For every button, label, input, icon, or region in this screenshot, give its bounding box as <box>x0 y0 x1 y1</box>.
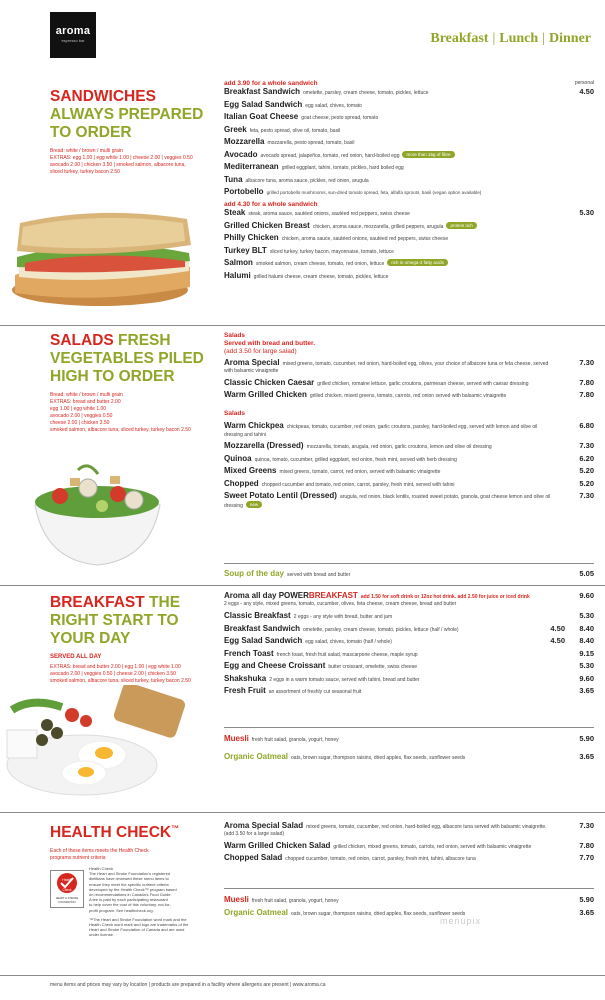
watermark: menupix <box>440 916 482 926</box>
menu-item: Greek feta, pesto spread, olive oil, tomato, basil <box>224 124 341 134</box>
section-divider <box>0 325 605 326</box>
menu-item: Breakfast Sandwich omelette, parsley, cream cheese, tomato, pickles, lettuce (half / whole) 4.50 8.40 <box>224 623 594 633</box>
price: 6.80 <box>579 421 594 431</box>
sandwiches-title: SANDWICHES ALWAYS PREPARED TO ORDER <box>50 88 204 141</box>
menu-item: Portobello grilled portobello mushrooms, sun-dried tomato spread, feta, alfalfa sprouts, basil (vegan option available) <box>224 187 482 196</box>
health-title: HEALTH CHECK™ <box>50 824 180 841</box>
menu-item: Warm Grilled Chicken grilled chicken, mixed greens, tomato, carrots, red onion served with balsamic vinaigrette 7.80 <box>224 390 594 400</box>
price: 7.80 <box>579 377 594 387</box>
menu-item: Warm Chickpea chickpeas, tomato, cucumber, red onion, garlic croutons, parsley, hard-boiled egg, served with lemon and olive oil dressing and tahini 6.80 <box>224 421 594 438</box>
menu-item: Classic Breakfast 2 eggs - any style with bread, butter and jam 5.30 <box>224 611 594 621</box>
logo-text-foundation: HEART & STROKE <box>55 897 79 900</box>
menu-item: Mediterranean grilled eggplant, tahini, tomato, pickles, hard boiled egg <box>224 162 404 171</box>
power-breakfast: Aroma all day POWERBREAKFAST add 1.50 for soft drink or 12oz hot drink. add 2.50 for juice or iced drink 2 eggs - any style, mixed greens, tomato, cucumber, olives, feta cheese, cream cheese, bread and butter 9.60 <box>224 591 594 608</box>
health-extras-divider <box>224 888 594 889</box>
menu-item: Mozzarella (Dressed) mozzarella, tomato, arugula, red onion, garlic croutons, lemon and olive oil dressing 7.30 <box>224 441 594 451</box>
menu-item: Mixed Greens mixed greens, tomato, carrot, red onion, served with balsamic vinaigrette 5.20 <box>224 466 594 476</box>
menu-item: Aroma Special mixed greens, tomato, cucumber, red onion, hard-boiled egg, olives, your choice of albacore tuna or feta cheese, served with balsamic vinaigrette 7.30 <box>224 358 594 375</box>
logo-text-foundation2: FOUNDATION <box>58 901 76 904</box>
price: 7.30 <box>579 441 594 451</box>
menu-item: Chopped chopped cucumber and tomato, red onion, carrot, parsley, fresh mint, served with tahini 5.20 <box>224 478 594 488</box>
price: 7.70 <box>579 853 594 863</box>
breakfast-menu <box>224 592 594 700</box>
price: 5.20 <box>579 478 594 488</box>
menu-item: Breakfast Sandwich omelette, parsley, cream cheese, tomato, pickles, lettuce 4.50 <box>224 87 594 96</box>
half-price: 4.50 <box>550 636 565 646</box>
logo-text-health: Health <box>62 878 72 882</box>
half-price: 4.50 <box>550 623 565 633</box>
menu-item: Aroma Special Salad mixed greens, tomato, cucumber, red onion, hard-boiled egg, albacore tuna served with balsamic vinaigrette. (add 3.50 for a large salad) 7.30 <box>224 821 594 838</box>
health-notes: Each of these items meets the Health Check programs nutrient criteria <box>50 848 149 861</box>
menu-item: Steak steak, aroma sauce, sautéed onions, sautéed red peppers, swiss cheese 5.30 <box>224 208 594 218</box>
menu-item: Salmon smoked salmon, cream cheese, tomato, red onion, lettuce rich in omega-3 fatty acids <box>224 259 594 268</box>
soup-divider <box>224 563 594 564</box>
health-check-menu <box>224 822 594 867</box>
price: 9.15 <box>579 648 594 658</box>
menu-item: Turkey BLT sliced turkey, turkey bacon, mayonnaise, tomato, lettuce <box>224 245 394 255</box>
menu-item: Fresh Fruit an assortment of freshly cut seasonal fruit 3.65 <box>224 686 594 696</box>
health-heading-block <box>50 820 215 862</box>
sandwich-group1-note: add 3.90 for a whole sandwich <box>224 80 318 87</box>
price: 5.90 <box>579 734 594 743</box>
breakfast-extras <box>224 735 594 766</box>
menu-item: Egg Salad Sandwich egg salad, chives, tomato <box>224 99 362 109</box>
section-divider <box>0 812 605 813</box>
price: 7.30 <box>579 491 594 501</box>
logo-tagline: espresso bar <box>61 38 85 43</box>
menu-item: Italian Goat Cheese goat cheese, pesto spread, tomato <box>224 112 379 121</box>
price: 5.90 <box>579 895 594 904</box>
price: 3.65 <box>579 908 594 918</box>
footer-note: menu items and prices may vary by location | products are prepared in a facility where allergens are present | www.aroma.ca <box>50 982 326 988</box>
meal-breakfast: Breakfast <box>430 31 489 46</box>
menu-item: Sweet Potato Lentil (Dressed) arugula, red onion, black lentils, roasted sweet potato, granola, goat cheese lemon and olive oil dressing new 7.30 <box>224 491 594 510</box>
breakfast-notes: EXTRAS: bread and butter 2.00 | egg 1.00 | egg white 1.00 avocado 2.00 | veggies 0.50 | cheese 2.00 | chicken 3.50 smoked salmon, albacore tuna, sliced turkey, turkey bacon 2.50 <box>50 664 191 684</box>
menu-item: Organic Oatmeal oats, brown sugar, thompson raisins, dried apples, flax seeds, sunflower seeds 3.65 <box>224 908 594 918</box>
salads-group1-head: Salads <box>224 332 245 339</box>
logo-word: aroma <box>55 25 91 37</box>
new-badge: new <box>246 501 262 508</box>
price: 6.20 <box>579 453 594 463</box>
salad-bowl-illustration <box>30 460 165 570</box>
aroma-logo <box>50 12 96 58</box>
price: 7.80 <box>579 390 594 400</box>
menu-item: Grilled Chicken Breast chicken, aroma sauce, mozzarella, grilled peppers, arugula protein rich <box>224 222 594 231</box>
health-extras <box>224 896 594 922</box>
meal-dinner: Dinner <box>549 31 591 46</box>
menu-item: Chopped Salad chopped cucumber, tomato, red onion, carrot, parsley, fresh mint, tahini, albacore tuna 7.70 <box>224 853 594 863</box>
meal-separator: | <box>542 31 545 46</box>
sandwiches-notes: Bread: white / brown / multi grain EXTRAS: egg 1.00 | egg white 1.00 | cheese 2.00 | veggies 0.50 avocado 2.00 | chicken 3.50 | smoked salmon, albacore tuna, sliced turkey, turkey bacon 2.50 <box>50 148 193 175</box>
sandwich-illustration <box>5 205 195 315</box>
sandwiches-heading-block <box>50 88 215 176</box>
meal-lunch: Lunch <box>499 31 539 46</box>
price: 9.60 <box>579 673 594 683</box>
salads-group1-sub: Served with bread and butter. <box>224 340 316 347</box>
menu-item: Mozzarella mozzarella, pesto spread, tomato, basil <box>224 137 355 146</box>
menu-item: Soup of the day served with bread and butter 5.05 <box>224 569 594 578</box>
price: 3.65 <box>579 686 594 696</box>
menu-item: French Toast french toast, fresh fruit salad, mascarpone cheese, maple syrup 9.15 <box>224 648 594 658</box>
meal-nav <box>430 31 591 47</box>
nutrition-badge: protein rich <box>446 222 476 229</box>
nutrition-badge: more than 15g of fibre <box>402 151 454 158</box>
breakfast-title: BREAKFAST THE RIGHT START TO YOUR DAY <box>50 594 181 647</box>
salads-group2-head: Salads <box>224 410 245 418</box>
sandwich-group2-note: add 4.30 for a whole sandwich <box>224 201 318 209</box>
menu-item: Classic Chicken Caesar grilled chicken, romaine lettuce, garlic croutons, parmesan cheese, served with caesar dressing 7.80 <box>224 377 594 387</box>
menu-item: Tuna albacore tuna, aroma sauce, pickles, red onion, arugula <box>224 174 369 184</box>
section-divider <box>0 585 605 586</box>
nutrition-badge: rich in omega-3 fatty acids <box>387 259 448 266</box>
menu-item: Warm Grilled Chicken Salad grilled chicken, mixed greens, tomato, carrots, red onion, served with balsamic vinaigrette 7.80 <box>224 840 594 850</box>
meal-separator: | <box>492 31 496 46</box>
price: 5.30 <box>579 208 594 218</box>
menu-item: Shakshuka 2 eggs in a warm tomato sauce, served with tahini, bread and butter 9.60 <box>224 673 594 683</box>
price: 8.40 <box>579 636 594 646</box>
served-all-day: SERVED ALL DAY <box>50 654 102 660</box>
health-check-disclaimer: Health Check The Heart and Stroke Foundation's registered dietitians have reviewed these menu items to ensure they meet the specific nutrient criteria developed by the Health Check™ program based on recommendations in Canada's Food Guide. A fee is paid by each participating restaurant to help cover the cost of this voluntary, not-for- profit program. See healthcheck.org. ™The Heart and Stroke Foundation word mark and the Health Check word mark and logo are trademarks of the Heart and Stroke Foundation of Canada and are used under license. <box>89 866 189 938</box>
price: 4.50 <box>579 87 594 96</box>
breakfast-plate-illustration <box>2 685 187 803</box>
menu-item: Halumi grilled halumi cheese, cream cheese, tomato, pickles, lettuce <box>224 270 389 280</box>
salads-notes: Bread: white / brown / multi grain EXTRAS: bread and butter 2.00 egg 1.00 | egg white 1.00 avocado 2.00 | veggies 0.50 cheese 2.00 | chicken 3.50 smoked salmon, albacore tuna, sliced turkey, turkey bacon 2.50 <box>50 392 191 433</box>
menu-item: Muesli fresh fruit salad, granola, yogurt, honey 5.90 <box>224 895 594 904</box>
menu-item: Philly Chicken chicken, aroma sauce, sautéed onions, sautéed red peppers, swiss cheese <box>224 233 449 243</box>
menu-item: Avocado avocado spread, jalapeños, tomato, red onion, hard-boiled egg more than 15g of fibre <box>224 151 594 160</box>
footer-divider <box>0 975 605 976</box>
price: 7.30 <box>579 358 594 367</box>
salads-heading-block <box>50 332 215 434</box>
price: 3.65 <box>579 752 594 762</box>
menu-item: Quinoa quinoa, tomato, cucumber, grilled eggplant, red onion, fresh mint, served with herb dressing 6.20 <box>224 453 594 463</box>
price: 8.40 <box>579 623 594 633</box>
price: 5.30 <box>579 661 594 671</box>
soup-row <box>224 570 594 583</box>
breakfast-extras-divider <box>224 727 594 728</box>
sandwiches-menu <box>224 80 594 284</box>
menu-item: Egg and Cheese Croissant butter croissant, omelette, swiss cheese 5.30 <box>224 661 594 671</box>
menu-item: Organic Oatmeal oats, brown sugar, thompson raisins, dried apples, flax seeds, sunflower seeds 3.65 <box>224 752 594 762</box>
personal-size-label: personal <box>574 80 594 86</box>
price: 5.05 <box>579 569 594 578</box>
price: 7.80 <box>579 840 594 850</box>
logo-text-check: Check <box>62 888 72 892</box>
salads-menu <box>224 332 594 514</box>
breakfast-heading-block <box>50 594 215 685</box>
price: 9.60 <box>579 591 594 600</box>
health-check-logo <box>50 870 84 908</box>
salads-group1-sub2: (add 3.50 for large salad) <box>224 348 297 355</box>
price: 7.30 <box>579 821 594 830</box>
salads-title: SALADS FRESH VEGETABLES PILED HIGH TO ORDER <box>50 332 204 385</box>
price: 5.30 <box>579 611 594 621</box>
menu-item: Muesli fresh fruit salad, granola, yogurt, honey 5.90 <box>224 734 594 743</box>
menu-item: Egg Salad Sandwich egg salad, chives, tomato (half / whole) 4.50 8.40 <box>224 636 594 646</box>
price: 5.20 <box>579 466 594 476</box>
